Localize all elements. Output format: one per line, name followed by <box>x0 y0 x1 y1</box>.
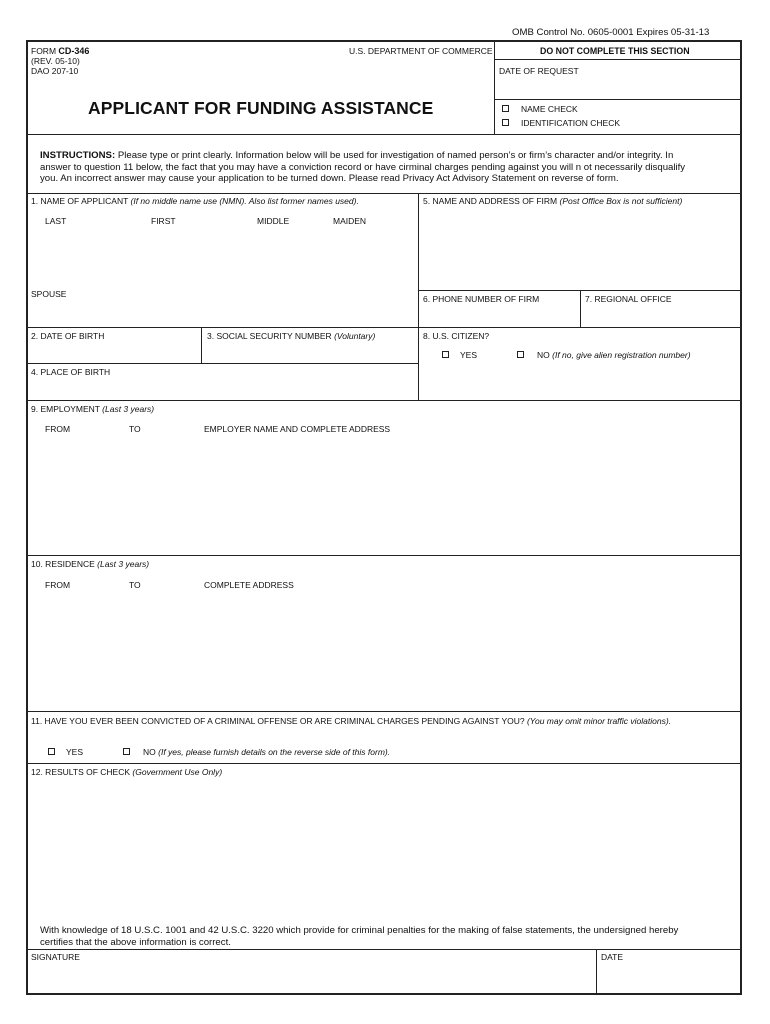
regional-office-field[interactable] <box>585 308 735 324</box>
divider <box>596 949 597 994</box>
q4-label: 4. PLACE OF BIRTH <box>31 367 111 377</box>
name-check-label: NAME CHECK <box>521 104 578 114</box>
conviction-yes-checkbox[interactable] <box>48 748 55 755</box>
citizen-no-checkbox[interactable] <box>517 351 524 358</box>
department-name: U.S. DEPARTMENT OF COMMERCE <box>349 46 493 56</box>
firm-name-address-field[interactable] <box>423 212 735 282</box>
citizen-yes-checkbox[interactable] <box>442 351 449 358</box>
citizen-no-label: NO (If no, give alien registration number) <box>537 350 691 360</box>
q10-to-label: TO <box>129 580 141 590</box>
residence-field[interactable] <box>31 598 731 698</box>
form-title: APPLICANT FOR FUNDING ASSISTANCE <box>88 98 434 118</box>
name-check-checkbox[interactable] <box>502 105 509 112</box>
instructions-line: you. An incorrect answer may cause your application to be turned down. Please read Privacy Act Advisory Statement on reverse of form. <box>40 173 619 185</box>
conviction-no-label: NO (If yes, please furnish details on the reverse side of this form). <box>143 747 391 757</box>
q10-from-label: FROM <box>45 580 71 590</box>
signature-label: SIGNATURE <box>31 952 80 962</box>
q2-label: 2. DATE OF BIRTH <box>31 331 105 341</box>
office-use-header: DO NOT COMPLETE THIS SECTION <box>540 46 690 56</box>
instructions-line: Please type or print clearly. Information below will be used for investigation of named person’s or firm’s character and/or integrity. In <box>115 150 674 161</box>
date-of-birth-field[interactable] <box>31 345 195 360</box>
certification-text <box>40 925 730 948</box>
q8-label: 8. U.S. CITIZEN? <box>423 331 490 341</box>
employment-field[interactable] <box>31 442 731 542</box>
conviction-no-checkbox[interactable] <box>123 748 130 755</box>
q1-last-label: LAST <box>45 216 67 226</box>
alien-registration-field[interactable] <box>423 368 735 392</box>
instructions-line: answer to question 11 below, the fact that you may have a conviction record or have cirminal charges pending against you will n ot necessarily disqualify <box>40 161 686 173</box>
divider <box>27 555 741 556</box>
form-number: FORM CD-346 <box>31 46 90 56</box>
divider <box>27 134 741 135</box>
q11-label: 11. HAVE YOU EVER BEEN CONVICTED OF A CRIMINAL OFFENSE OR ARE CRIMINAL CHARGES PENDING AGAINST YOU? (You may omit minor traffic violations). <box>31 716 672 726</box>
divider <box>27 327 741 328</box>
q1-label: 1. NAME OF APPLICANT (If no middle name use (NMN). Also list former names used). <box>31 196 359 206</box>
q9-from-label: FROM <box>45 424 71 434</box>
ssn-field[interactable] <box>207 345 412 360</box>
divider <box>27 363 418 364</box>
divider <box>494 99 741 100</box>
q7-label: 7. REGIONAL OFFICE <box>585 294 672 304</box>
divider <box>27 193 741 194</box>
firm-phone-field[interactable] <box>423 308 573 324</box>
date-label: DATE <box>601 952 624 962</box>
certification-line: With knowledge of 18 U.S.C. 1001 and 42 U.S.C. 3220 which provide for criminal penalties for the making of false statements, the undersigned hereby <box>40 925 679 936</box>
instructions-label: INSTRUCTIONS: <box>40 150 116 161</box>
divider <box>201 327 202 363</box>
form-dao: DAO 207-10 <box>31 66 79 76</box>
q12-label: 12. RESULTS OF CHECK (Government Use Only) <box>31 767 223 777</box>
divider <box>27 400 741 401</box>
instructions <box>40 150 730 185</box>
omb-control-number: OMB Control No. 0605-0001 Expires 05-31-13 <box>512 27 710 38</box>
results-of-check-field[interactable] <box>31 784 731 904</box>
citizen-yes-label: YES <box>460 350 478 360</box>
signature-field[interactable] <box>31 966 589 988</box>
identification-check-label: IDENTIFICATION CHECK <box>521 118 621 128</box>
divider <box>27 711 741 712</box>
q9-address-label: EMPLOYER NAME AND COMPLETE ADDRESS <box>204 424 391 434</box>
q9-to-label: TO <box>129 424 141 434</box>
q3-label: 3. SOCIAL SECURITY NUMBER (Voluntary) <box>207 331 376 341</box>
q1-first-label: FIRST <box>151 216 176 226</box>
divider <box>494 59 741 60</box>
date-of-request-label: DATE OF REQUEST <box>499 66 579 76</box>
form-revision: (REV. 05-10) <box>31 56 80 66</box>
certification-line: certifies that the above information is correct. <box>40 936 231 948</box>
q1-maiden-label: MAIDEN <box>333 216 367 226</box>
spouse-name-field[interactable] <box>31 302 411 322</box>
q10-label: 10. RESIDENCE (Last 3 years) <box>31 559 150 569</box>
identification-check-checkbox[interactable] <box>502 119 509 126</box>
applicant-name-field[interactable] <box>31 234 411 274</box>
place-of-birth-field[interactable] <box>31 381 411 396</box>
divider <box>27 763 741 764</box>
divider <box>494 41 495 134</box>
q10-address-label: COMPLETE ADDRESS <box>204 580 294 590</box>
date-of-request-field[interactable] <box>499 80 734 94</box>
divider <box>27 949 741 950</box>
q9-label: 9. EMPLOYMENT (Last 3 years) <box>31 404 155 414</box>
q1-middle-label: MIDDLE <box>257 216 290 226</box>
date-field[interactable] <box>601 966 735 988</box>
divider <box>580 290 581 327</box>
q1-spouse-label: SPOUSE <box>31 289 67 299</box>
divider <box>418 193 419 400</box>
q5-label: 5. NAME AND ADDRESS OF FIRM (Post Office Box is not sufficient) <box>423 196 683 206</box>
conviction-yes-label: YES <box>66 747 84 757</box>
q6-label: 6. PHONE NUMBER OF FIRM <box>423 294 540 304</box>
